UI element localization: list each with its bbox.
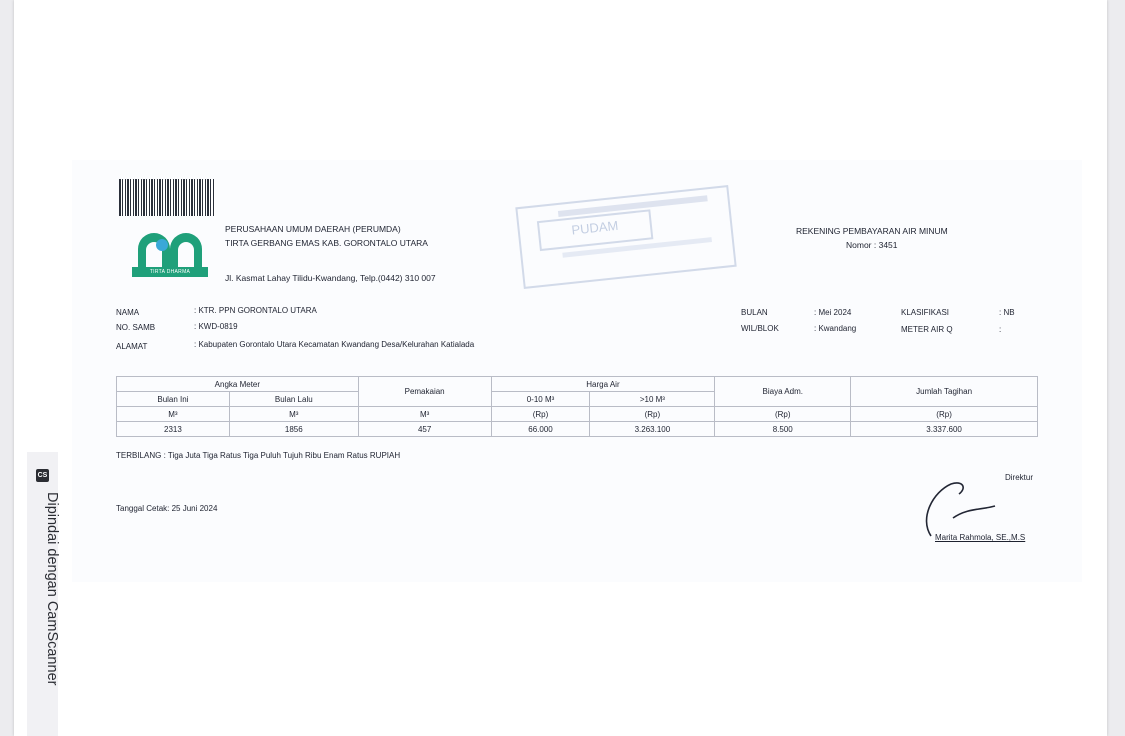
camscanner-watermark (27, 452, 58, 736)
billing-table (116, 376, 1038, 437)
meter-value: : (999, 325, 1002, 334)
signature-name: Marita Rahmola, SE.,M.S (935, 533, 1026, 542)
samb-label: NO. SAMB (116, 323, 156, 332)
tier1-value: 66.000 (491, 422, 590, 437)
nama-value: : KTR. PPN GORONTALO UTARA (194, 306, 317, 315)
print-date: Tanggal Cetak: 25 Juni 2024 (116, 504, 218, 513)
bulan-label: BULAN (741, 308, 768, 317)
bill-number: Nomor : 3451 (846, 240, 898, 250)
company-logo (132, 233, 208, 279)
nama-label: NAMA (116, 308, 140, 317)
wil-value: : Kwandang (814, 324, 857, 333)
tier2-header: >10 M³ (590, 392, 715, 407)
barcode (119, 179, 215, 216)
camscanner-badge: CS (36, 469, 49, 482)
unit-cell: M³ (229, 407, 358, 422)
bulan-ini-header: Bulan Ini (117, 392, 230, 407)
bulan-ini-value: 2313 (117, 422, 230, 437)
bulan-lalu-header: Bulan Lalu (229, 392, 358, 407)
pemakaian-header: Pemakaian (358, 377, 491, 407)
jumlah-header: Jumlah Tagihan (851, 377, 1038, 407)
samb-value: : KWD-0819 (194, 322, 238, 331)
unit-cell: (Rp) (491, 407, 590, 422)
stamp-text: PUDAM (537, 209, 654, 251)
company-name-line1: PERUSAHAAN UMUM DAERAH (PERUMDA) (225, 224, 401, 234)
pemakaian-value: 457 (358, 422, 491, 437)
bulan-lalu-value: 1856 (229, 422, 358, 437)
wil-label: WIL/BLOK (741, 324, 779, 333)
angka-meter-header: Angka Meter (117, 377, 359, 392)
tier2-value: 3.263.100 (590, 422, 715, 437)
camscanner-label: Dipindai dengan CamScanner (44, 492, 60, 686)
logo-text: TIRTA DHARMA (132, 267, 208, 277)
company-address: Jl. Kasmat Lahay Tilidu-Kwandang, Telp.(0442) 310 007 (225, 273, 436, 283)
bulan-value: : Mei 2024 (814, 308, 852, 317)
klasifikasi-label: KLASIFIKASI (901, 308, 950, 317)
signature-title: Direktur (1005, 473, 1034, 482)
meter-label: METER AIR Q (901, 325, 953, 334)
alamat-label: ALAMAT (116, 342, 148, 351)
total-value: 3.337.600 (851, 422, 1038, 437)
alamat-value: : Kabupaten Gorontalo Utara Kecamatan Kwandang Desa/Kelurahan Katialada (194, 340, 475, 349)
table-row (117, 422, 1038, 437)
unit-cell: M³ (117, 407, 230, 422)
tier1-header: 0-10 M³ (491, 392, 590, 407)
unit-cell: M³ (358, 407, 491, 422)
harga-air-header: Harga Air (491, 377, 715, 392)
terbilang: TERBILANG : Tiga Juta Tiga Ratus Tiga Puluh Tujuh Ribu Enam Ratus RUPIAH (116, 451, 401, 460)
unit-cell: (Rp) (851, 407, 1038, 422)
biaya-adm-header: Biaya Adm. (715, 377, 851, 407)
unit-cell: (Rp) (590, 407, 715, 422)
signature-mark (923, 478, 1003, 540)
bill-title: REKENING PEMBAYARAN AIR MINUM (796, 226, 948, 236)
company-name-line2: TIRTA GERBANG EMAS KAB. GORONTALO UTARA (225, 238, 428, 248)
adm-value: 8.500 (715, 422, 851, 437)
unit-cell: (Rp) (715, 407, 851, 422)
logo-arch-icon (136, 233, 204, 267)
unit-row (117, 407, 1038, 422)
klasifikasi-value: : NB (999, 308, 1015, 317)
